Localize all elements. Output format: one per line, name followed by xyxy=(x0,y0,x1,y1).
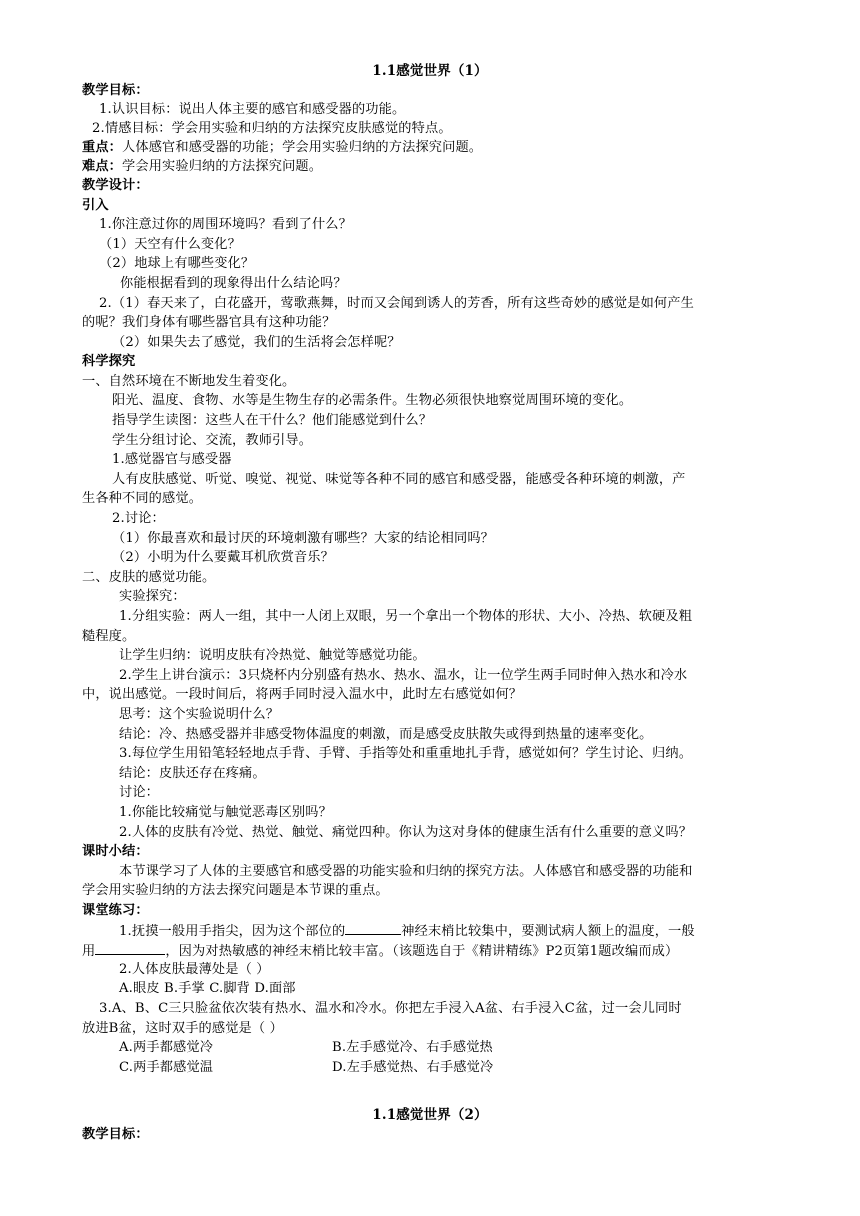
intro-question-2-line2: 的呢？我们身体有哪些器官具有这种功能？ xyxy=(82,315,336,330)
experiment1-line1: 1.分组实验：两人一组，其中一人闭上双眼，另一个拿出一个物体的形状、大小、冷热、软硬及粗 xyxy=(119,609,693,624)
fill-blank-1[interactable] xyxy=(345,921,401,935)
experiment2-line2: 中，说出感觉。一段时间后，将两手同时浸入温水中，此时左右感觉如何？ xyxy=(82,687,523,702)
section1-para3: 学生分组讨论、交流，教师引导。 xyxy=(112,433,313,448)
experiment2-conclusion: 结论：冷、热感受器并非感受物体温度的刺激，而是感受皮肤散失或得到热量的速率变化。 xyxy=(119,727,653,742)
difficult-text: 学会用实验归纳的方法探究问题。 xyxy=(122,159,323,174)
summary-heading: 课时小结： xyxy=(82,844,149,859)
practice-q1-part-b: 神经末梢比较集中，要测试病人额上的温度，一般 xyxy=(401,924,695,939)
key-label: 重点： xyxy=(82,140,123,155)
lesson1-title: 1.1感觉世界（1） xyxy=(372,63,488,79)
intro-question-1: 1.你注意过你的周围环境吗？看到了什么？ xyxy=(99,217,352,232)
practice-q3-option-a: A.两手都感觉冷 xyxy=(119,1040,214,1055)
section2-experiment-label: 实验探究： xyxy=(119,589,186,604)
practice-q3-line2: 放进B盆，这时双手的感觉是（ ） xyxy=(82,1021,283,1036)
intro-question-1b: （2）地球上有哪些变化？ xyxy=(99,256,255,271)
experiment2-line1: 2.学生上讲台演示：3只烧杯内分别盛有热水、热水、温水，让一位学生两手同时伸入热水和冷水 xyxy=(119,668,688,683)
section2-discussion: 讨论： xyxy=(119,785,160,800)
section1-sub1-line2: 生各种不同的感觉。 xyxy=(82,491,203,506)
lesson2-objectives-heading: 教学目标： xyxy=(82,1127,149,1142)
practice-q1-part-d: ，因为对热敏感的神经末梢比较丰富。（该题选自于《精讲精练》P2页第1题改编而成） xyxy=(165,944,679,959)
difficult-label: 难点： xyxy=(82,159,123,174)
discussion-q1: 1.你能比较痛觉与触觉恶毒区别吗？ xyxy=(119,805,332,820)
discussion-q2: 2.人体的皮肤有冷觉、热觉、触觉、痛觉四种。你认为这对身体的健康生活有什么重要的意义吗？ xyxy=(119,825,693,840)
section1-para2: 指导学生读图：这些人在干什么？他们能感觉到什么？ xyxy=(112,413,433,428)
practice-q1-line1 xyxy=(119,921,819,941)
practice-q3-line1: 3.A、B、C三只脸盆依次装有热水、温水和冷水。你把左手浸入A盆、右手浸入C盆，过一会儿同时 xyxy=(99,1001,682,1016)
difficult-point xyxy=(82,158,782,176)
key-text: 人体感官和感受器的功能；学会用实验归纳的方法探究问题。 xyxy=(122,140,483,155)
section1-para1: 阳光、温度、食物、水等是生物生存的必需条件。生物必须很快地察觉周围环境的变化。 xyxy=(112,393,633,408)
practice-q1-part-c: 用 xyxy=(82,944,96,959)
intro-question-1a: （1）天空有什么变化？ xyxy=(99,237,241,252)
section1-sub2: 2.讨论： xyxy=(112,511,165,526)
lesson2-title: 1.1感觉世界（2） xyxy=(372,1107,488,1123)
experiment3: 3.每位学生用铅笔轻轻地点手背、手臂、手指等处和重重地扎手背，感觉如何？学生讨论、归纳。 xyxy=(119,746,693,761)
objective-2: 2.情感目标：学会用实验和归纳的方法探究皮肤感觉的特点。 xyxy=(92,121,452,136)
intro-heading: 引入 xyxy=(82,198,109,213)
practice-q3-option-c: C.两手都感觉温 xyxy=(119,1060,214,1075)
section2-title: 二、皮肤的感觉功能。 xyxy=(82,570,216,585)
practice-q1-line2 xyxy=(82,941,782,961)
experiment1-summary: 让学生归纳：说明皮肤有冷热觉、触觉等感觉功能。 xyxy=(119,648,426,663)
practice-q2-options: A.眼皮 B.手掌 C.脚背 D.面部 xyxy=(119,981,296,996)
experiment1-line2: 糙程度。 xyxy=(82,629,136,644)
practice-q2: 2.人体皮肤最薄处是（ ） xyxy=(119,962,270,977)
objectives-heading: 教学目标： xyxy=(82,83,149,98)
practice-q3-option-b: B.左手感觉冷、右手感觉热 xyxy=(332,1040,493,1055)
experiment2-think: 思考：这个实验说明什么？ xyxy=(119,707,280,722)
section1-sub2-q2: （2）小明为什么要戴耳机欣赏音乐？ xyxy=(112,550,334,565)
practice-q3-option-d: D.左手感觉热、右手感觉冷 xyxy=(332,1060,494,1075)
experiment3-conclusion: 结论：皮肤还存在疼痛。 xyxy=(119,766,266,781)
fill-blank-2[interactable] xyxy=(95,941,165,955)
intro-question-1c: 你能根据看到的现象得出什么结论吗？ xyxy=(120,276,347,291)
practice-heading: 课堂练习： xyxy=(82,903,149,918)
intro-question-2b: （2）如果失去了感觉，我们的生活将会怎样呢？ xyxy=(112,335,401,350)
key-point xyxy=(82,139,782,157)
design-heading: 教学设计： xyxy=(82,178,149,193)
summary-line2: 学会用实验归纳的方法去探究问题是本节课的重点。 xyxy=(82,883,389,898)
objective-1: 1.认识目标：说出人体主要的感官和感受器的功能。 xyxy=(99,102,406,117)
inquiry-heading: 科学探究 xyxy=(82,354,136,369)
section1-sub2-q1: （1）你最喜欢和最讨厌的环境刺激有哪些？大家的结论相同吗？ xyxy=(112,531,494,546)
intro-question-2-line1: 2.（1）春天来了，白花盛开，莺歌燕舞，时而又会闻到诱人的芳香，所有这些奇妙的感觉是如何产生 xyxy=(99,296,694,311)
practice-q1-part-a: 1.抚摸一般用手指尖，因为这个部位的 xyxy=(119,924,346,939)
summary-line1: 本节课学习了人体的主要感官和感受器的功能实验和归纳的探究方法。人体感官和感受器的功能和 xyxy=(119,864,693,879)
section1-title: 一、自然环境在不断地发生着变化。 xyxy=(82,374,296,389)
section1-sub1-line1: 人有皮肤感觉、听觉、嗅觉、视觉、味觉等各种不同的感官和感受器，能感受各种环境的刺激，产 xyxy=(112,472,686,487)
section1-sub1: 1.感觉器官与感受器 xyxy=(112,452,232,467)
